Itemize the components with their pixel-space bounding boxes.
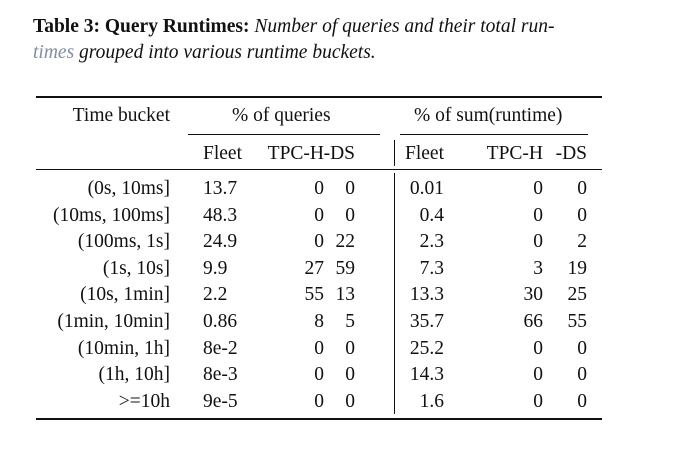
- cell-time-bucket: (10s, 1min]: [80, 284, 170, 306]
- cell-tpch-runtime: 0: [533, 390, 543, 412]
- cell-fleet-runtime: 2.3: [419, 231, 444, 253]
- cell-tpch-runtime: 66: [523, 311, 543, 332]
- cell-time-bucket: (10min, 1h]: [77, 337, 170, 359]
- cell-tpch-runtime: 0: [533, 337, 543, 359]
- cell-tpch-queries: 8: [314, 311, 324, 332]
- caption-faded-word: times: [33, 42, 75, 63]
- cell-time-bucket: (0s, 10ms]: [87, 178, 170, 199]
- cell-fleet-queries: 13.7: [203, 178, 238, 199]
- cell-fleet-queries: 0.86: [203, 311, 238, 332]
- cell-tpch-queries: 0: [314, 231, 324, 253]
- cell-ds-runtime: 0: [577, 178, 587, 199]
- cell-ds-runtime: 2: [577, 231, 587, 253]
- cell-tpch-queries: 0: [314, 364, 324, 386]
- subheader-ds: -DS: [323, 143, 355, 164]
- cell-ds-runtime: 55: [567, 311, 587, 332]
- cell-ds-runtime: 0: [577, 337, 587, 359]
- cell-tpch-runtime: 0: [533, 364, 543, 386]
- cell-tpch-queries: 0: [314, 178, 324, 199]
- cell-fleet-runtime: 7.3: [419, 257, 444, 279]
- table-header-rule: [36, 169, 602, 170]
- cell-fleet-queries: 24.9: [203, 231, 238, 253]
- cell-tpch-queries: 55: [304, 284, 324, 306]
- cell-ds-runtime: 0: [577, 204, 587, 226]
- cell-tpch-queries: 0: [314, 204, 324, 226]
- cell-ds-queries: 5: [345, 311, 355, 332]
- cell-tpch-runtime: 0: [533, 204, 543, 226]
- subheader-runtime-fleet: Fleet: [405, 143, 444, 164]
- cell-fleet-runtime: 13.3: [409, 284, 444, 306]
- header-percent-queries: % of queries: [232, 105, 331, 126]
- cell-ds-queries: 0: [345, 337, 355, 359]
- cell-time-bucket: (1s, 10s]: [102, 257, 170, 279]
- cell-time-bucket: (1min, 10min]: [57, 311, 170, 332]
- table-caption: [33, 14, 643, 66]
- subheader-tpch: TPC-H: [267, 143, 324, 164]
- cell-fleet-queries: 2.2: [203, 284, 228, 306]
- cell-ds-queries: 0: [345, 390, 355, 412]
- cell-ds-queries: 0: [345, 178, 355, 199]
- cell-fleet-runtime: 14.3: [409, 364, 444, 386]
- table-bottom-rule: [36, 418, 602, 420]
- subheader-runtime-tpch: TPC-H: [486, 143, 543, 164]
- cell-ds-runtime: 0: [577, 390, 587, 412]
- cell-fleet-runtime: 0.01: [409, 178, 444, 199]
- cell-tpch-runtime: 0: [533, 178, 543, 199]
- cell-ds-queries: 0: [345, 204, 355, 226]
- caption-description-2: grouped into various runtime buckets.: [79, 42, 376, 63]
- cell-fleet-queries: 48.3: [203, 204, 238, 226]
- cell-ds-queries: 22: [335, 231, 355, 253]
- cell-ds-runtime: 0: [577, 364, 587, 386]
- cell-time-bucket: >=10h: [118, 390, 170, 412]
- column-divider-header: [394, 140, 395, 166]
- cell-time-bucket: (10ms, 100ms]: [53, 204, 170, 226]
- cell-ds-queries: 13: [335, 284, 355, 306]
- header-percent-runtime: % of sum(runtime): [414, 105, 563, 126]
- cell-fleet-queries: 9.9: [203, 257, 228, 279]
- runtime-group-rule: [400, 134, 588, 135]
- cell-tpch-runtime: 0: [533, 231, 543, 253]
- cell-fleet-runtime: 0.4: [419, 204, 444, 226]
- cell-ds-queries: 59: [335, 257, 355, 279]
- cell-tpch-queries: 0: [314, 390, 324, 412]
- header-time-bucket: Time bucket: [72, 105, 170, 126]
- cell-ds-queries: 0: [345, 364, 355, 386]
- column-divider-body: [394, 173, 395, 414]
- cell-ds-runtime: 25: [567, 284, 587, 306]
- caption-label: Table 3: Query Runtimes:: [33, 16, 250, 37]
- cell-fleet-queries: 8e-2: [203, 337, 238, 359]
- caption-line-2: [33, 40, 643, 66]
- cell-fleet-runtime: 25.2: [409, 337, 444, 359]
- subheader-runtime-ds: -DS: [555, 143, 587, 164]
- cell-tpch-queries: 0: [314, 337, 324, 359]
- queries-group-rule: [188, 134, 380, 135]
- cell-tpch-runtime: 3: [533, 257, 543, 279]
- cell-fleet-runtime: 35.7: [409, 311, 444, 332]
- subheader-fleet: Fleet: [203, 143, 242, 164]
- cell-fleet-runtime: 1.6: [419, 390, 444, 412]
- cell-tpch-queries: 27: [304, 257, 324, 279]
- caption-description-1: Number of queries and their total run-: [254, 16, 555, 37]
- caption-line-1: [33, 14, 643, 40]
- cell-ds-runtime: 19: [567, 257, 587, 279]
- cell-time-bucket: (100ms, 1s]: [77, 231, 170, 253]
- table-top-rule: [36, 96, 602, 98]
- cell-fleet-queries: 8e-3: [203, 364, 238, 386]
- cell-fleet-queries: 9e-5: [203, 390, 238, 412]
- cell-tpch-runtime: 30: [523, 284, 543, 306]
- cell-time-bucket: (1h, 10h]: [98, 364, 170, 386]
